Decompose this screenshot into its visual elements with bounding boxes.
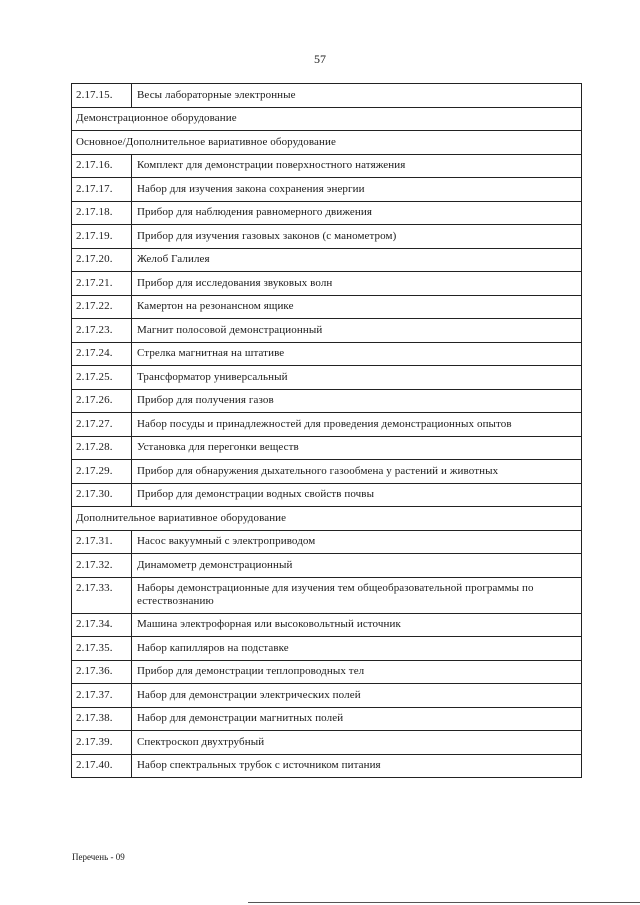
table-row	[72, 295, 582, 319]
item-name: Набор для изучения закона сохранения энергии	[132, 178, 582, 202]
item-name: Набор для демонстрации магнитных полей	[132, 707, 582, 731]
item-number: 2.17.30.	[72, 483, 132, 507]
item-number: 2.17.34.	[72, 613, 132, 637]
item-number: 2.17.26.	[72, 389, 132, 413]
item-number: 2.17.24.	[72, 342, 132, 366]
section-title: Демонстрационное оборудование	[72, 107, 582, 131]
table-row	[72, 178, 582, 202]
item-name: Машина электрофорная или высоковольтный источник	[132, 613, 582, 637]
table-row	[72, 554, 582, 578]
item-name: Прибор для демонстрации теплопроводных тел	[132, 660, 582, 684]
table-row	[72, 483, 582, 507]
equipment-table-body	[72, 84, 582, 778]
table-row	[72, 577, 582, 613]
table-row	[72, 84, 582, 108]
table-row	[72, 248, 582, 272]
section-row	[72, 107, 582, 131]
scan-edge-line	[248, 902, 640, 903]
table-row	[72, 201, 582, 225]
item-number: 2.17.38.	[72, 707, 132, 731]
table-row	[72, 366, 582, 390]
table-row	[72, 154, 582, 178]
table-row	[72, 272, 582, 296]
item-name: Комплект для демонстрации поверхностного натяжения	[132, 154, 582, 178]
table-row	[72, 707, 582, 731]
item-number: 2.17.20.	[72, 248, 132, 272]
item-number: 2.17.18.	[72, 201, 132, 225]
table-row	[72, 436, 582, 460]
table-row	[72, 731, 582, 755]
item-name: Трансформатор универсальный	[132, 366, 582, 390]
equipment-table	[71, 83, 582, 778]
item-name: Прибор для обнаружения дыхательного газообмена у растений и животных	[132, 460, 582, 484]
item-number: 2.17.31.	[72, 530, 132, 554]
section-row	[72, 507, 582, 531]
item-number: 2.17.19.	[72, 225, 132, 249]
table-row	[72, 754, 582, 778]
item-number: 2.17.28.	[72, 436, 132, 460]
item-number: 2.17.39.	[72, 731, 132, 755]
item-number: 2.17.17.	[72, 178, 132, 202]
item-number: 2.17.37.	[72, 684, 132, 708]
item-number: 2.17.23.	[72, 319, 132, 343]
table-row	[72, 319, 582, 343]
item-name: Желоб Галилея	[132, 248, 582, 272]
table-row	[72, 389, 582, 413]
item-number: 2.17.36.	[72, 660, 132, 684]
item-name: Прибор для демонстрации водных свойств почвы	[132, 483, 582, 507]
item-number: 2.17.32.	[72, 554, 132, 578]
item-name: Спектроскоп двухтрубный	[132, 731, 582, 755]
table-row	[72, 413, 582, 437]
item-name: Набор для демонстрации электрических полей	[132, 684, 582, 708]
item-name: Камертон на резонансном ящике	[132, 295, 582, 319]
table-row	[72, 637, 582, 661]
item-name: Весы лабораторные электронные	[132, 84, 582, 108]
table-row	[72, 530, 582, 554]
item-number: 2.17.33.	[72, 577, 132, 613]
item-number: 2.17.35.	[72, 637, 132, 661]
item-name: Наборы демонстрационные для изучения тем общеобразовательной программы по естествознанию	[132, 577, 582, 613]
item-number: 2.17.22.	[72, 295, 132, 319]
table-row	[72, 660, 582, 684]
section-title: Основное/Дополнительное вариативное оборудование	[72, 131, 582, 155]
item-name: Прибор для наблюдения равномерного движения	[132, 201, 582, 225]
item-name: Насос вакуумный с электроприводом	[132, 530, 582, 554]
item-number: 2.17.29.	[72, 460, 132, 484]
section-title: Дополнительное вариативное оборудование	[72, 507, 582, 531]
item-name: Прибор для исследования звуковых волн	[132, 272, 582, 296]
table-row	[72, 342, 582, 366]
item-name: Динамометр демонстрационный	[132, 554, 582, 578]
section-row	[72, 131, 582, 155]
item-number: 2.17.21.	[72, 272, 132, 296]
table-row	[72, 225, 582, 249]
item-name: Набор капилляров на подставке	[132, 637, 582, 661]
footer-label: Перечень - 09	[72, 852, 125, 862]
item-name: Магнит полосовой демонстрационный	[132, 319, 582, 343]
item-name: Установка для перегонки веществ	[132, 436, 582, 460]
item-number: 2.17.15.	[72, 84, 132, 108]
table-row	[72, 684, 582, 708]
item-name: Набор спектральных трубок с источником питания	[132, 754, 582, 778]
item-name: Стрелка магнитная на штативе	[132, 342, 582, 366]
item-name: Прибор для изучения газовых законов (с манометром)	[132, 225, 582, 249]
item-name: Набор посуды и принадлежностей для проведения демонстрационных опытов	[132, 413, 582, 437]
item-number: 2.17.40.	[72, 754, 132, 778]
item-number: 2.17.16.	[72, 154, 132, 178]
item-number: 2.17.25.	[72, 366, 132, 390]
table-row	[72, 613, 582, 637]
table-row	[72, 460, 582, 484]
item-number: 2.17.27.	[72, 413, 132, 437]
page-number: 57	[314, 52, 326, 66]
item-name: Прибор для получения газов	[132, 389, 582, 413]
